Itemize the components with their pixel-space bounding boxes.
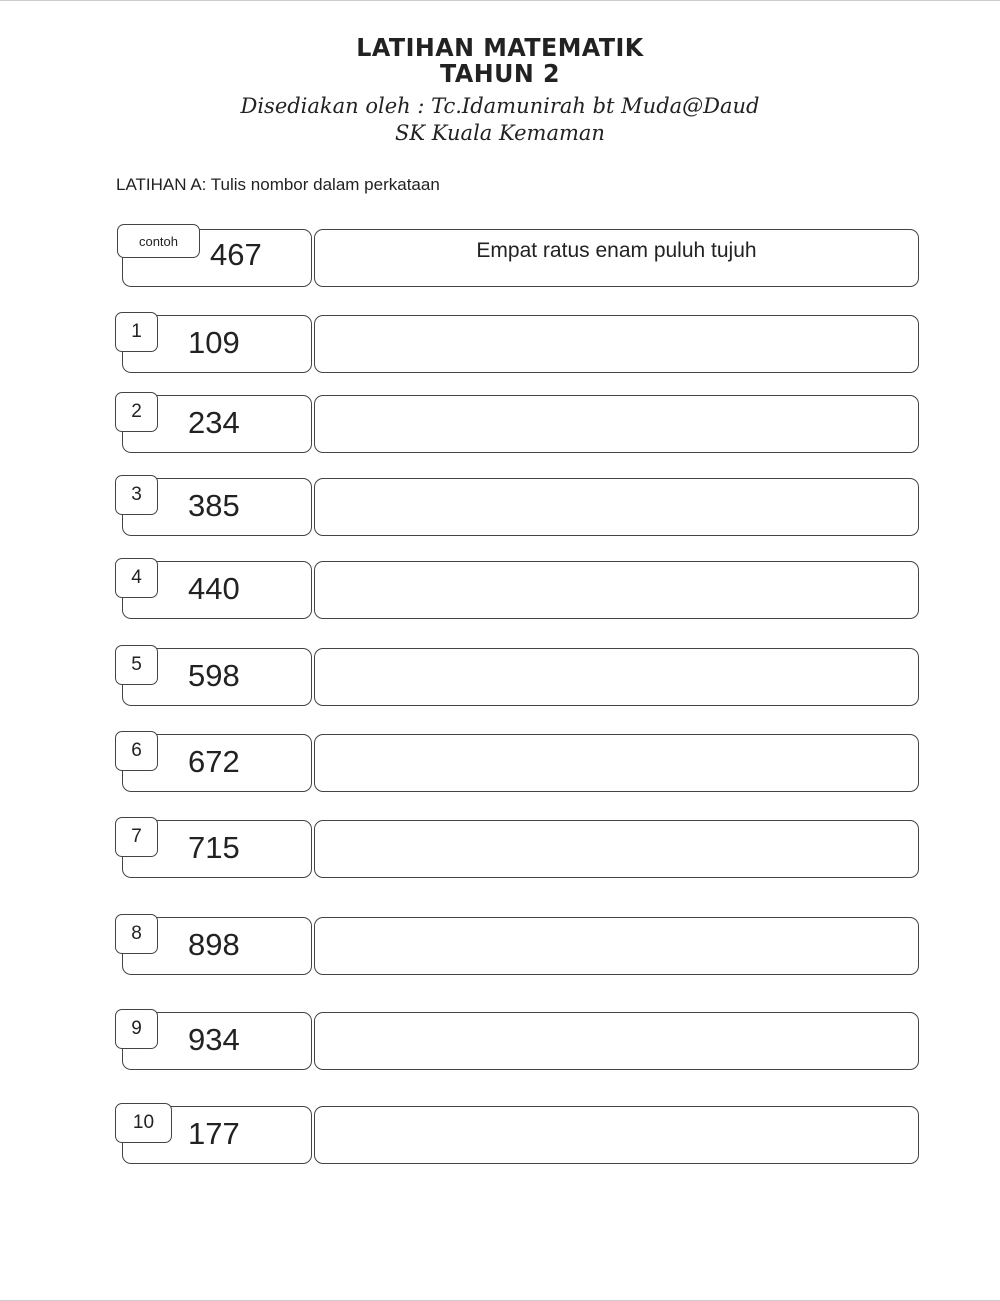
question-number-value: 898 [188, 927, 240, 962]
question-number-value: 385 [188, 488, 240, 523]
question-row [0, 395, 1000, 457]
example-badge: contoh [117, 224, 200, 258]
question-number-value: 234 [188, 405, 240, 440]
question-row [0, 1106, 1000, 1168]
school-name: SK Kuala Kemaman [395, 121, 605, 145]
question-number-value: 177 [188, 1116, 240, 1151]
question-row [0, 315, 1000, 377]
author-line: Disediakan oleh : Tc.Idamunirah bt Muda@Daud [240, 94, 760, 118]
question-row [0, 820, 1000, 882]
worksheet-title: LATIHAN MATEMATIK [356, 33, 644, 62]
question-number-badge: 10 [115, 1103, 172, 1143]
answer-field[interactable] [314, 478, 919, 536]
answer-field[interactable] [314, 734, 919, 792]
question-row [0, 648, 1000, 710]
answer-field[interactable] [314, 395, 919, 453]
question-number-badge: 3 [115, 475, 158, 515]
question-number-badge: 2 [115, 392, 158, 432]
answer-field[interactable] [314, 561, 919, 619]
question-number-value: 934 [188, 1022, 240, 1057]
question-row [0, 734, 1000, 796]
answer-field[interactable] [314, 820, 919, 878]
question-number-badge: 1 [115, 312, 158, 352]
answer-field[interactable] [314, 917, 919, 975]
answer-field[interactable] [314, 648, 919, 706]
question-number-badge: 8 [115, 914, 158, 954]
question-number-value: 715 [188, 830, 240, 865]
example-words: Empat ratus enam puluh tujuh [476, 239, 757, 262]
answer-field[interactable] [314, 1106, 919, 1164]
question-number-badge: 6 [115, 731, 158, 771]
question-row [0, 1012, 1000, 1074]
worksheet-subtitle: TAHUN 2 [440, 59, 560, 88]
question-row [0, 478, 1000, 540]
question-number-badge: 4 [115, 558, 158, 598]
question-number-value: 109 [188, 325, 240, 360]
example-number: 467 [210, 237, 262, 272]
answer-field[interactable] [314, 315, 919, 373]
question-row [0, 561, 1000, 623]
answer-field[interactable] [314, 1012, 919, 1070]
instruction: LATIHAN A: Tulis nombor dalam perkataan [116, 175, 440, 194]
question-number-value: 598 [188, 658, 240, 693]
question-number-badge: 9 [115, 1009, 158, 1049]
question-number-badge: 5 [115, 645, 158, 685]
question-number-badge: 7 [115, 817, 158, 857]
question-row [0, 917, 1000, 979]
example-row [0, 229, 1000, 291]
question-number-value: 672 [188, 744, 240, 779]
question-number-value: 440 [188, 571, 240, 606]
